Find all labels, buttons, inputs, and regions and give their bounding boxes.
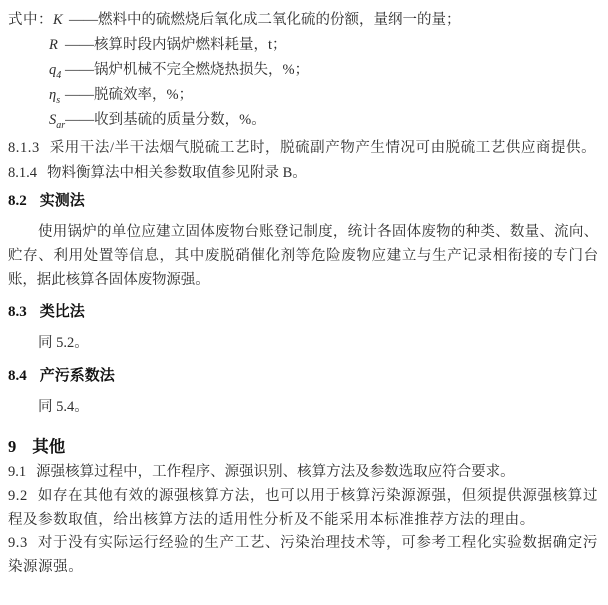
variable-line-q4	[8, 58, 598, 83]
clause-number: 9.2	[8, 488, 28, 504]
clause-9-1	[8, 460, 598, 485]
variable-line-eta-s	[8, 83, 598, 108]
clause-number: 9.3	[8, 535, 28, 551]
variable-definition: ——核算时段内锅炉燃料耗量，t；	[65, 37, 287, 53]
formula-intro-label: 式中：	[8, 12, 53, 28]
paragraph-8-2-body: 使用锅炉的单位应建立固体废物台账登记制度，统计各固体废物的种类、数量、流向、贮存、利用处置等信息，其中废脱硝催化剂等危险废物应建立与生产记录相衔接的专门台账，据此核算各固体废物源强。	[8, 224, 598, 288]
clause-text: 采用干法/半干法烟气脱硫工艺时，脱硫副产物产生情况可由脱硫工艺供应商提供。	[49, 140, 597, 156]
variable-symbol-q4: $q_4$	[49, 62, 62, 81]
section-heading-8-4	[8, 364, 598, 388]
section-heading-8-2	[8, 189, 598, 213]
clause-text: 源强核算过程中，工作程序、源强识别、核算方法及参数选取应符合要求。	[36, 464, 515, 480]
variable-definition: ——收到基硫的质量分数，%。	[65, 112, 266, 128]
section-title: 实测法	[39, 192, 85, 209]
variable-line-R	[8, 33, 598, 58]
section-number: 8.2	[8, 193, 27, 209]
clause-number: 8.1.4	[8, 165, 37, 181]
variable-symbol-R: R	[49, 37, 58, 53]
section-title: 类比法	[39, 303, 85, 320]
clause-text: 如存在其他有效的源强核算方法，也可以用于核算污染源源强，但须提供源强核算过程及参数取值，给出核算方法的适用性分析及不能采用本标准推荐方法的理由。	[8, 488, 598, 528]
variable-symbol-eta-s: $\eta_s$	[49, 87, 61, 106]
formula-variable-list	[8, 8, 598, 133]
clause-number: 8.1.3	[8, 140, 40, 156]
clause-text: 物料衡算法中相关参数取值参见附录 B。	[47, 165, 307, 181]
section-title: 产污系数法	[39, 367, 115, 384]
variable-definition: ——锅炉机械不完全燃烧热损失，%；	[65, 62, 310, 78]
clause-number: 9.1	[8, 464, 27, 480]
section-heading-8-3	[8, 300, 598, 324]
variable-line-K	[8, 8, 598, 33]
variable-definition: ——燃料中的硫燃烧后氧化成二氧化硫的份额，量纲一的量；	[69, 12, 461, 28]
clause-text: 对于没有实际运行经验的生产工艺、污染治理技术等，可参考工程化实验数据确定污染源源强。	[8, 535, 598, 575]
paragraph-8-4-reference: 同 5.4。	[38, 399, 89, 415]
chapter-heading-9	[8, 434, 598, 460]
chapter-number: 9	[8, 437, 17, 456]
section-number: 8.4	[8, 368, 27, 384]
clause-8-1-4	[8, 161, 598, 186]
clause-9-3	[8, 532, 598, 579]
section-number: 8.3	[8, 304, 27, 320]
chapter-title: 其他	[32, 438, 66, 456]
clause-9-2	[8, 485, 598, 532]
paragraph-8-3-reference: 同 5.2。	[38, 335, 89, 351]
clause-8-1-3	[8, 136, 598, 161]
variable-definition: ——脱硫效率，%；	[65, 87, 194, 103]
variable-line-S-ar	[8, 108, 598, 133]
variable-symbol-S-ar: $S_{ar}$	[49, 112, 66, 131]
variable-symbol-K: K	[53, 12, 63, 28]
